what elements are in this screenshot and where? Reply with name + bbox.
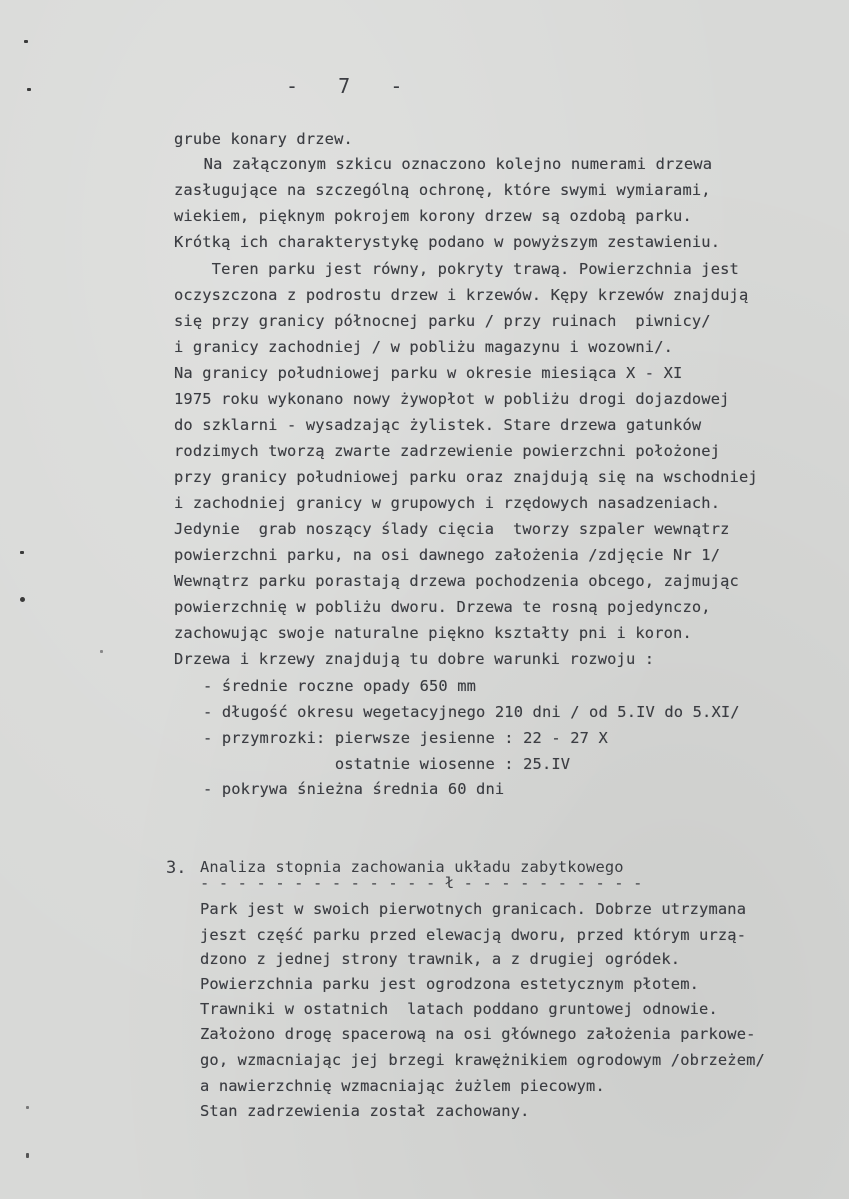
section-title: Analiza stopnia zachowania układu zabytkowego [200, 858, 624, 876]
list-item: - średnie roczne opady 650 mm [203, 677, 477, 695]
margin-mark [27, 88, 31, 91]
list-item: - pokrywa śnieżna średnia 60 dni [203, 780, 505, 798]
text-line: Krótką ich charakterystykę podano w powyższym zestawieniu. [174, 233, 721, 251]
text-line: przy granicy południowej parku oraz znajdują się na wschodniej [174, 468, 758, 486]
margin-mark [26, 1153, 29, 1158]
margin-mark [24, 40, 28, 43]
text-line: Na granicy południowej parku w okresie miesiąca X - XI [174, 364, 683, 382]
text-line: a nawierzchnię wzmacniając żużlem piecowym. [200, 1077, 605, 1095]
margin-mark [26, 1106, 29, 1109]
text-line: powierzchnię w pobliżu dworu. Drzewa te rosną pojedynczo, [174, 598, 711, 616]
text-line: Drzewa i krzewy znajdują tu dobre warunki rozwoju : [174, 650, 655, 668]
text-line: wiekiem, pięknym pokrojem korony drzew są ozdobą parku. [174, 207, 692, 225]
page-number: - 7 - [286, 74, 404, 98]
text-line: Na załączonym szkicu oznaczono kolejno numerami drzewa [166, 155, 713, 173]
text-line: zasługujące na szczególną ochronę, które swymi wymiarami, [174, 181, 711, 199]
text-line: powierzchni parku, na osi dawnego założenia /zdjęcie Nr 1/ [174, 546, 721, 564]
text-line: rodzimych tworzą zwarte zadrzewienie powierzchni położonej [174, 442, 721, 460]
list-item: ostatnie wiosenne : 25.IV [203, 755, 571, 773]
text-line: dzono z jednej strony trawnik, a z drugiej ogródek. [200, 950, 681, 968]
list-item: - przymrozki: pierwsze jesienne : 22 - 27 X [203, 729, 608, 747]
text-line: go, wzmacniając jej brzegi krawężnikiem ogrodowym /obrzeżem/ [200, 1051, 765, 1069]
text-line: jeszt część parku przed elewacją dworu, przed którym urzą- [200, 926, 747, 944]
margin-mark [20, 597, 25, 602]
section-underline: - - - - - - - - - - - - - ł - - - - - - - - - - [200, 874, 643, 892]
text-line: do szklarni - wysadzając żylistek. Stare drzewa gatunków [174, 416, 702, 434]
text-line: Powierzchnia parku jest ogrodzona estetycznym płotem. [200, 975, 700, 993]
text-line: Stan zadrzewienia został zachowany. [200, 1102, 530, 1120]
section-number: 3. [166, 858, 187, 878]
text-line: Jedynie grab noszący ślady cięcia tworzy szpaler wewnątrz [174, 520, 730, 538]
list-item: - długość okresu wegetacyjnego 210 dni / od 5.IV do 5.XI/ [203, 703, 740, 721]
text-line: Park jest w swoich pierwotnych granicach. Dobrze utrzymana [200, 900, 747, 918]
text-line: Wewnątrz parku porastają drzewa pochodzenia obcego, zajmując [174, 572, 739, 590]
text-line: oczyszczona z podrostu drzew i krzewów. Kępy krzewów znajdują [174, 286, 749, 304]
text-line: Założono drogę spacerową na osi głównego założenia parkowe- [200, 1025, 756, 1043]
text-line: i zachodniej granicy w grupowych i rzędowych nasadzeniach. [174, 494, 721, 512]
margin-mark [100, 650, 103, 653]
text-line: 1975 roku wykonano nowy żywopłot w pobliżu drogi dojazdowej [174, 390, 730, 408]
text-line: i granicy zachodniej / w pobliżu magazynu i wozowni/. [174, 338, 674, 356]
text-line: Trawniki w ostatnich latach poddano gruntowej odnowie. [200, 1000, 718, 1018]
margin-mark [20, 551, 24, 554]
text-line: się przy granicy północnej parku / przy ruinach piwnicy/ [174, 312, 711, 330]
text-line: Teren parku jest równy, pokryty trawą. Powierzchnia jest [174, 260, 739, 278]
text-line: grube konary drzew. [174, 130, 353, 148]
text-line: zachowując swoje naturalne piękno kształty pni i koron. [174, 624, 692, 642]
